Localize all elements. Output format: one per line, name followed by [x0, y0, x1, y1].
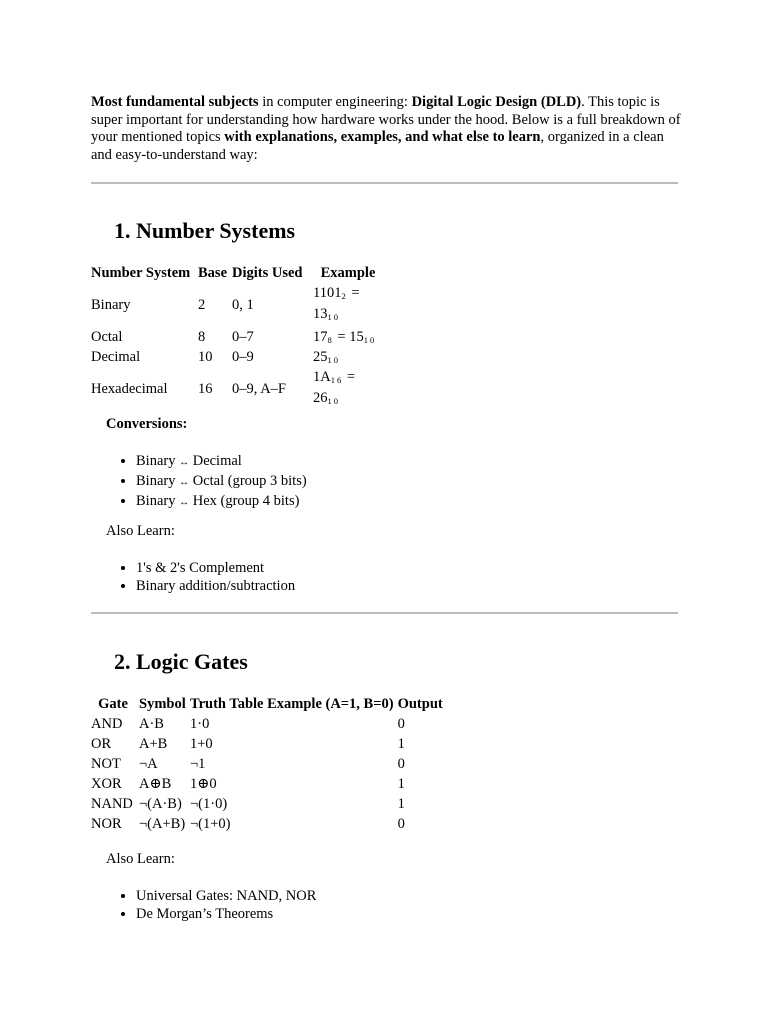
intro-paragraph: [91, 94, 681, 164]
cell-output: 1: [397, 796, 405, 812]
col-header-number-system: Number System: [91, 265, 191, 281]
example-result-base: 10: [327, 396, 340, 406]
cell-example: [311, 327, 385, 347]
example-equals: =: [347, 285, 360, 301]
list-item: [136, 452, 307, 472]
cell-base: 2: [198, 296, 206, 313]
list-item: • 1's & 2's Complement: [136, 559, 295, 577]
table-header-row: [89, 694, 445, 714]
cell-example: 1⊕0: [190, 776, 217, 792]
table-row: [89, 283, 385, 327]
conversions-label-text: Conversions:: [106, 416, 188, 432]
cell-gate: XOR: [91, 776, 122, 792]
cell-output: 0: [397, 716, 405, 732]
cell-system: Octal: [91, 328, 123, 345]
cell-gate: NOR: [91, 816, 122, 832]
intro-bold-explanations: with explanations, examples, and what else to learn: [224, 129, 541, 145]
example-base: 2: [341, 291, 348, 301]
cell-gate: AND: [91, 716, 123, 732]
conversion-to: Decimal: [192, 453, 242, 469]
cell-output: 1: [397, 736, 405, 752]
cell-example: 1+0: [190, 736, 213, 752]
also-learn-label-1: Also Learn:: [106, 523, 175, 539]
cell-digits: 0–9, A–F: [232, 380, 286, 397]
cell-base: 10: [198, 348, 213, 365]
example-base: 10: [327, 354, 340, 365]
example-equals: =: [343, 369, 356, 385]
col-header-base: Base: [198, 265, 227, 281]
also-learn-list-2: [91, 887, 316, 923]
table-row: [89, 774, 445, 794]
cell-gate: OR: [91, 736, 112, 752]
table-row: [89, 327, 385, 347]
also-learn-label-2: Also Learn:: [106, 851, 175, 867]
example-value: 17: [313, 328, 328, 345]
cell-example: ¬(1+0): [190, 816, 231, 832]
example-equals: =: [333, 328, 350, 345]
intro-bold-dld: Digital Logic Design (DLD): [411, 94, 582, 110]
table-row: [89, 347, 385, 367]
intro-bold-subjects: Most fundamental subjects: [91, 94, 259, 110]
col-header-symbol: Symbol: [139, 696, 186, 712]
cell-system: Decimal: [91, 348, 141, 365]
intro-text-1: in computer engineering:: [258, 94, 412, 110]
table-row: [89, 367, 385, 411]
cell-example: [311, 347, 385, 367]
col-header-truth-table: Truth Table Example (A=1, B=0): [190, 696, 394, 712]
table-header-row: [89, 264, 385, 283]
conversion-to: Octal (group 3 bits): [192, 473, 307, 489]
col-header-digits-used: Digits Used: [232, 265, 303, 281]
example-value: 1A: [313, 369, 331, 385]
list-item: [136, 472, 307, 492]
cell-output: 0: [397, 756, 405, 772]
cell-example: ¬(1·0): [190, 796, 228, 812]
list-item: • Binary addition/subtraction: [136, 577, 295, 595]
table-row: [89, 734, 445, 754]
number-systems-table: [89, 264, 385, 411]
cell-gate: NOT: [91, 756, 121, 772]
cell-digits: 0, 1: [232, 296, 254, 313]
cell-symbol: ¬A: [139, 756, 158, 772]
arrow-icon: ↔: [179, 497, 190, 508]
cell-digits: 0–9: [232, 348, 254, 365]
arrow-icon: ↔: [179, 457, 190, 468]
cell-base: 16: [198, 380, 213, 397]
logic-gates-table: [89, 694, 445, 834]
example-result-base: 10: [327, 312, 340, 322]
col-header-gate: Gate: [98, 696, 128, 712]
cell-output: 1: [397, 776, 405, 792]
cell-system: Hexadecimal: [91, 380, 168, 397]
also-learn-list-1: [91, 559, 295, 595]
example-result: 26: [313, 390, 328, 406]
example-value: 25: [313, 348, 328, 365]
conversion-from: Binary: [136, 473, 176, 489]
arrow-icon: ↔: [179, 477, 190, 488]
col-header-example: Example: [320, 265, 376, 281]
cell-example: [311, 367, 385, 411]
cell-symbol: ¬(A+B): [139, 816, 186, 832]
cell-base: 8: [198, 328, 206, 345]
example-result: 15: [349, 328, 364, 345]
cell-example: [311, 283, 385, 327]
conversions-label: [106, 416, 187, 433]
cell-symbol: A·B: [139, 716, 164, 732]
cell-symbol: A⊕B: [139, 776, 172, 792]
section-title-logic-gates: 2. Logic Gates: [114, 649, 248, 674]
cell-symbol: A+B: [139, 736, 168, 752]
intro-text-3: , organized in a clean and easy-to-understand way:: [91, 129, 664, 163]
list-item: • De Morgan’s Theorems: [136, 905, 316, 923]
example-result: 13: [313, 306, 328, 322]
list-item: • Universal Gates: NAND, NOR: [136, 887, 316, 905]
table-row: [89, 714, 445, 734]
example-base: 8: [327, 334, 334, 345]
table-row: [89, 814, 445, 834]
conversion-from: Binary: [136, 493, 176, 509]
cell-digits: 0–7: [232, 328, 254, 345]
conversion-from: Binary: [136, 453, 176, 469]
cell-example: ¬1: [190, 756, 206, 772]
conversion-to: Hex (group 4 bits): [192, 493, 300, 509]
table-row: [89, 754, 445, 774]
example-result-base: 10: [363, 334, 377, 345]
divider-1: [91, 182, 678, 184]
cell-example: 1·0: [190, 716, 210, 732]
cell-symbol: ¬(A·B): [139, 796, 182, 812]
intro-text-2: . This topic is super important for understanding how hardware works under the hood. Below is a full breakdown of your mentioned topics: [91, 94, 681, 145]
example-base: 16: [330, 375, 344, 385]
conversions-list: [91, 452, 307, 512]
divider-2: [91, 612, 678, 614]
col-header-output: Output: [397, 696, 443, 712]
section-title-number-systems: 1. Number Systems: [114, 218, 296, 243]
table-row: [89, 794, 445, 814]
cell-gate: NAND: [91, 796, 133, 812]
list-item: [136, 492, 307, 512]
cell-system: Binary: [91, 296, 131, 313]
cell-output: 0: [397, 816, 405, 832]
example-value: 1101: [313, 285, 342, 301]
